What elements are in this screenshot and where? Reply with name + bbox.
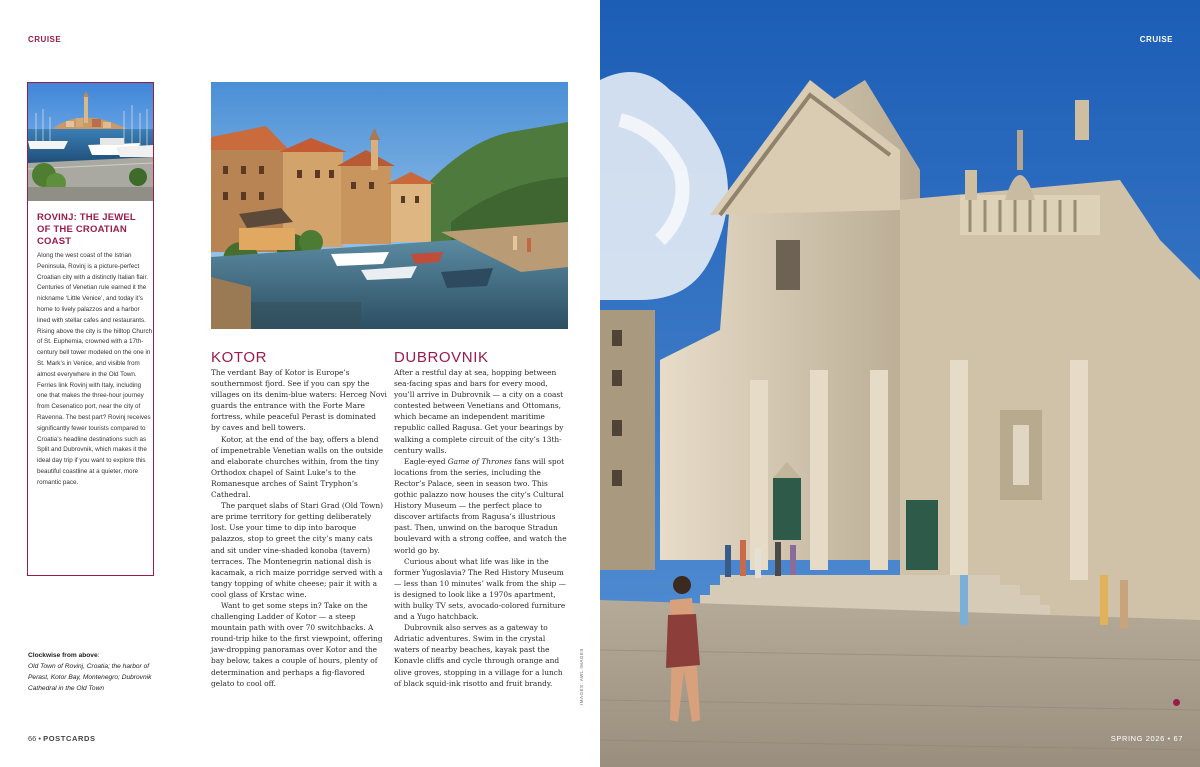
dubrovnik-paragraph-1: After a restful day at sea, hopping between sea-facing spas and bars for every mood, you’ll arrive in Dubrovnik — a city on a coast contested between Venetians and Ottomans, which became an independent maritime republic called Ragusa. Get your bearings by walking a complete circuit of the city’s 13th-century walls. — [394, 368, 564, 455]
folio-left — [28, 734, 96, 743]
folio-right: SPRING 2026 • 67 — [1110, 734, 1183, 743]
dubrovnik-paragraph-2 — [394, 456, 570, 556]
end-mark-icon — [1173, 699, 1180, 706]
sidebar-title: ROVINJ: THE JEWEL OF THE CROATIAN COAST — [37, 212, 136, 247]
caption-text: Old Town of Rovinj, Croatia; the harbor of Perast, Kotor Bay, Montenegro; Dubrovnik Cathedral in the Old Town — [28, 663, 152, 692]
kotor-paragraph-3: The parquet slabs of Stari Grad (Old Town) are prime territory for getting deliberately lost. Use your time to dip into baroque palazzos, stop to greet the city’s many cats and sit under vine-shaded konoba (tavern) terraces. The Montenegrin national dish is kacamak, a rich maize porridge served with a tangy topping of white cheese; pair it with a cool glass of Krstac wine. — [211, 501, 384, 599]
kotor-paragraph-4: Want to get some steps in? Take on the challenging Ladder of Kotor — a steep mountain path with over 70 switchbacks. A round-trip hike to the first viewpoint, offering jaw-dropping panoramas over Kotor and the bay below, takes a couple of hours, plenty of determination and perhaps a fig-flavored gelato to cool off. — [211, 600, 383, 688]
perast-photo — [211, 82, 568, 329]
page-number-left: 66 — [28, 734, 37, 743]
dubrovnik-paragraph-4: Dubrovnik also serves as a gateway to Adriatic adventures. Swim in the crystal waters of nearby beaches, kayak past the Konavle cliffs and cycle through orange and olive groves, stopping in a village for a lunch of black squid-ink risotto and fruit brandy. — [394, 623, 563, 688]
kotor-paragraph-2: Kotor, at the end of the bay, offers a blend of impenetrable Venetian walls on the outside and elaborate churches within, from the tiny Orthodox chapel of Saint Luke’s to the Romanesque arches of Saint Tryphon’s Cathedral. — [211, 434, 383, 500]
dubrovnik-p2-before: Eagle-eyed — [404, 456, 448, 466]
right-page — [600, 0, 1200, 767]
kotor-heading: KOTOR — [211, 349, 268, 366]
dubrovnik-column — [394, 349, 570, 689]
magazine-name: POSTCARDS — [43, 734, 96, 743]
photo-caption — [28, 650, 158, 694]
folio-separator: • — [36, 734, 44, 743]
dubrovnik-heading: DUBROVNIK — [394, 349, 489, 366]
kotor-column — [211, 349, 387, 689]
dubrovnik-cathedral-photo — [600, 0, 1200, 767]
section-tag-right: CRUISE — [1139, 35, 1173, 44]
dubrovnik-paragraph-3: Curious about what life was like in the former Yugoslavia? The Red History Museum — less than 10 minutes’ walk from the ship — is designed to look like a 1970s apartment, with bulky TV sets, avocado-colored furniture and a Yugo hatchback. — [394, 556, 566, 622]
section-tag-left: CRUISE — [28, 35, 62, 44]
kotor-paragraph-1: The verdant Bay of Kotor is Europe’s southernmost fjord. See if you can spy the villages on its denim-blue waters: Herceg Novi guards the entrance with the Forte Mare fortress, while peaceful Perast is dominated by caves and bell towers. — [211, 368, 387, 433]
image-credit: IMAGES: AWL IMAGES — [579, 648, 584, 705]
caption-colon: : — [97, 652, 100, 659]
rovinj-photo — [28, 83, 153, 201]
sidebar-body: Along the west coast of the Istrian Peninsula, Rovinj is a picture-perfect Croatian city with a distinctly Italian flair. Centuries of Venetian rule earned it the nickname ‘Little Venice’, and today it’s home to lively palazzos and a harbor lined with stellar cafes and restaurants. Rising above the city is the hilltop Church of St. Euphemia, crowned with a 17th-century bell tower modeled on the one in St. Mark’s in Venice, and visible from almost everywhere in the Old Town. Ferries link Rovinj with Italy, including one that makes the three-hour journey from Cesenatico port, near the city of Ravenna. The best part? Rovinj receives significantly fewer tourists compared to Croatia’s headline destinations such as Split and Dubrovnik, which makes it the ideal day trip if you want to explore this beautiful coastline at a quieter, more romantic pace. — [37, 252, 153, 486]
game-of-thrones-title: Game of Thrones — [447, 456, 512, 466]
rovinj-sidebar — [27, 82, 154, 576]
dubrovnik-p2-after: fans will spot locations from the series, including the Rector’s Palace, seen in season two. This gothic palazzo now houses the city’s Cultural History Museum — the perfect place to discover artifacts from Ragusa’s illustrious past. Then, unwind on the baroque Stradun boulevard with a strong coffee, and watch the world go by. — [394, 456, 567, 555]
caption-lead: Clockwise from above — [28, 652, 98, 659]
kotor-body — [211, 367, 387, 689]
dubrovnik-body — [394, 367, 570, 689]
